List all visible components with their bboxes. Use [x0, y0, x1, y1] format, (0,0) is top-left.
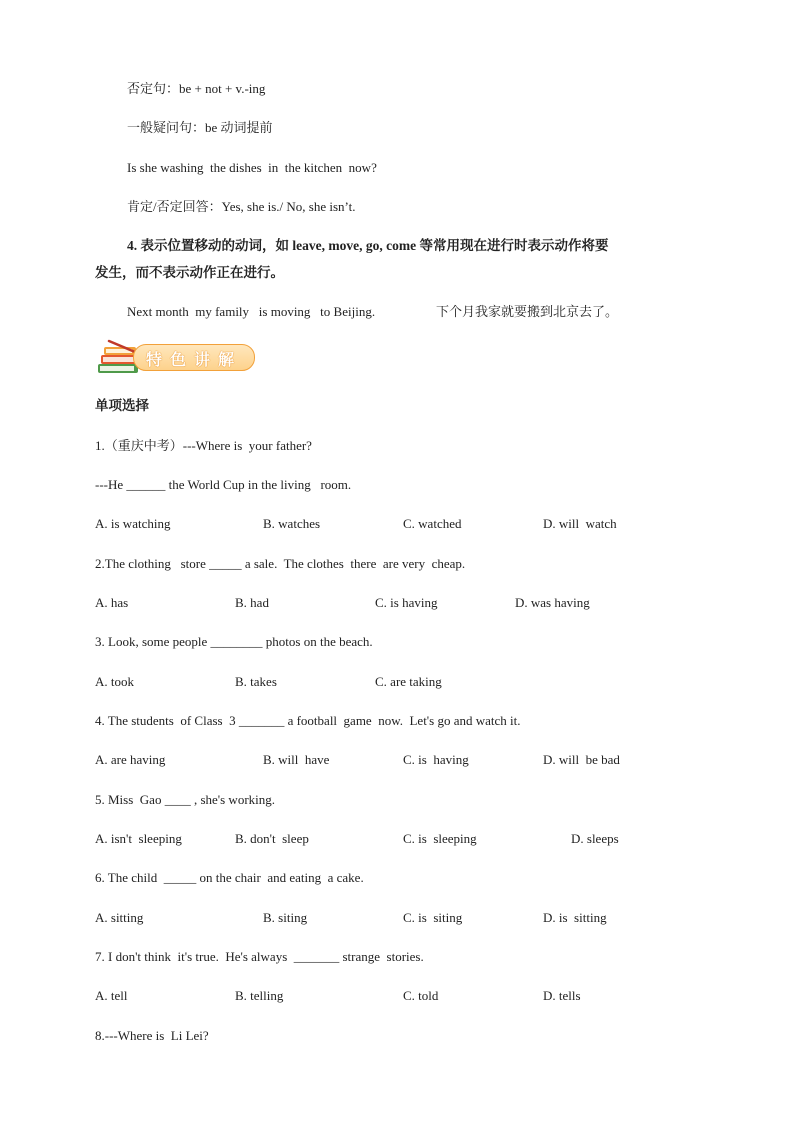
- question-3-stem: 3. Look, some people ________ photos on the beach.: [95, 634, 373, 649]
- question-1-option-a: A. is watching: [95, 516, 171, 531]
- question-7-option-d: D. tells: [543, 988, 581, 1003]
- question-7-stem: 7. I don't think it's true. He's always _______ strange stories.: [95, 949, 424, 964]
- rule4-line1: 4. 表示位置移动的动词，如 leave, move, go, come 等常用现在进行时表示动作将要: [127, 238, 609, 253]
- question-7-option-a: A. tell: [95, 988, 128, 1003]
- question-5-stem: 5. Miss Gao ____ , she's working.: [95, 792, 276, 807]
- rule4-line2: 发生，而不表示动作正在进行。: [95, 265, 284, 280]
- question-5-option-d: D. sleeps: [571, 831, 619, 846]
- question-1-option-c: C. watched: [403, 516, 462, 531]
- question-4-stem: 4. The students of Class 3 _______ a football game now. Let's go and watch it.: [95, 713, 521, 728]
- question-5-option-a: A. isn't sleeping: [95, 831, 182, 846]
- question-2-option-c: C. is having: [375, 595, 438, 610]
- grammar-question-rule: 一般疑问句：be 动词提前: [127, 120, 273, 135]
- question-2-stem: 2.The clothing store _____ a sale. The clothes there are very cheap.: [95, 556, 466, 571]
- question-6-option-d: D. is sitting: [543, 910, 607, 925]
- question-3-option-b: B. takes: [235, 674, 277, 689]
- question-7-option-c: C. told: [403, 988, 439, 1003]
- question-6-option-a: A. sitting: [95, 910, 144, 925]
- question-4-option-c: C. is having: [403, 752, 469, 767]
- question-4-option-d: D. will be bad: [543, 752, 620, 767]
- rule4-translation: 下个月我家就要搬到北京去了。: [436, 304, 619, 319]
- grammar-negative: 否定句：be + not + v.-ing: [127, 81, 266, 96]
- question-2-option-d: D. was having: [515, 595, 590, 610]
- question-4-option-b: B. will have: [263, 752, 330, 767]
- question-1-stem-2: ---He ______ the World Cup in the living room.: [95, 477, 352, 492]
- question-1-option-b: B. watches: [263, 516, 321, 531]
- question-5-option-c: C. is sleeping: [403, 831, 477, 846]
- question-2-option-b: B. had: [235, 595, 269, 610]
- question-6-stem: 6. The child _____ on the chair and eating a cake.: [95, 870, 364, 885]
- section-badge-pill: [133, 344, 255, 371]
- grammar-answers: 肯定/否定回答：Yes, she is./ No, she isn’t.: [127, 199, 356, 214]
- question-6-option-b: B. siting: [263, 910, 308, 925]
- question-7-option-b: B. telling: [235, 988, 284, 1003]
- question-6-option-c: C. is siting: [403, 910, 463, 925]
- question-5-option-b: B. don't sleep: [235, 831, 309, 846]
- question-1-stem: 1.（重庆中考）---Where is your father?: [95, 438, 312, 453]
- question-3-option-a: A. took: [95, 674, 134, 689]
- question-1-option-d: D. will watch: [543, 516, 617, 531]
- grammar-question-example: Is she washing the dishes in the kitchen now?: [127, 160, 377, 175]
- question-8-stem: 8.---Where is Li Lei?: [95, 1028, 209, 1043]
- question-4-option-a: A. are having: [95, 752, 166, 767]
- rule4-example: Next month my family is moving to Beijing.: [127, 304, 376, 319]
- question-2-option-a: A. has: [95, 595, 129, 610]
- section-badge: [95, 338, 261, 378]
- section-heading: 单项选择: [95, 398, 149, 413]
- section-badge-label: 特色讲解: [146, 350, 243, 369]
- question-3-option-c: C. are taking: [375, 674, 442, 689]
